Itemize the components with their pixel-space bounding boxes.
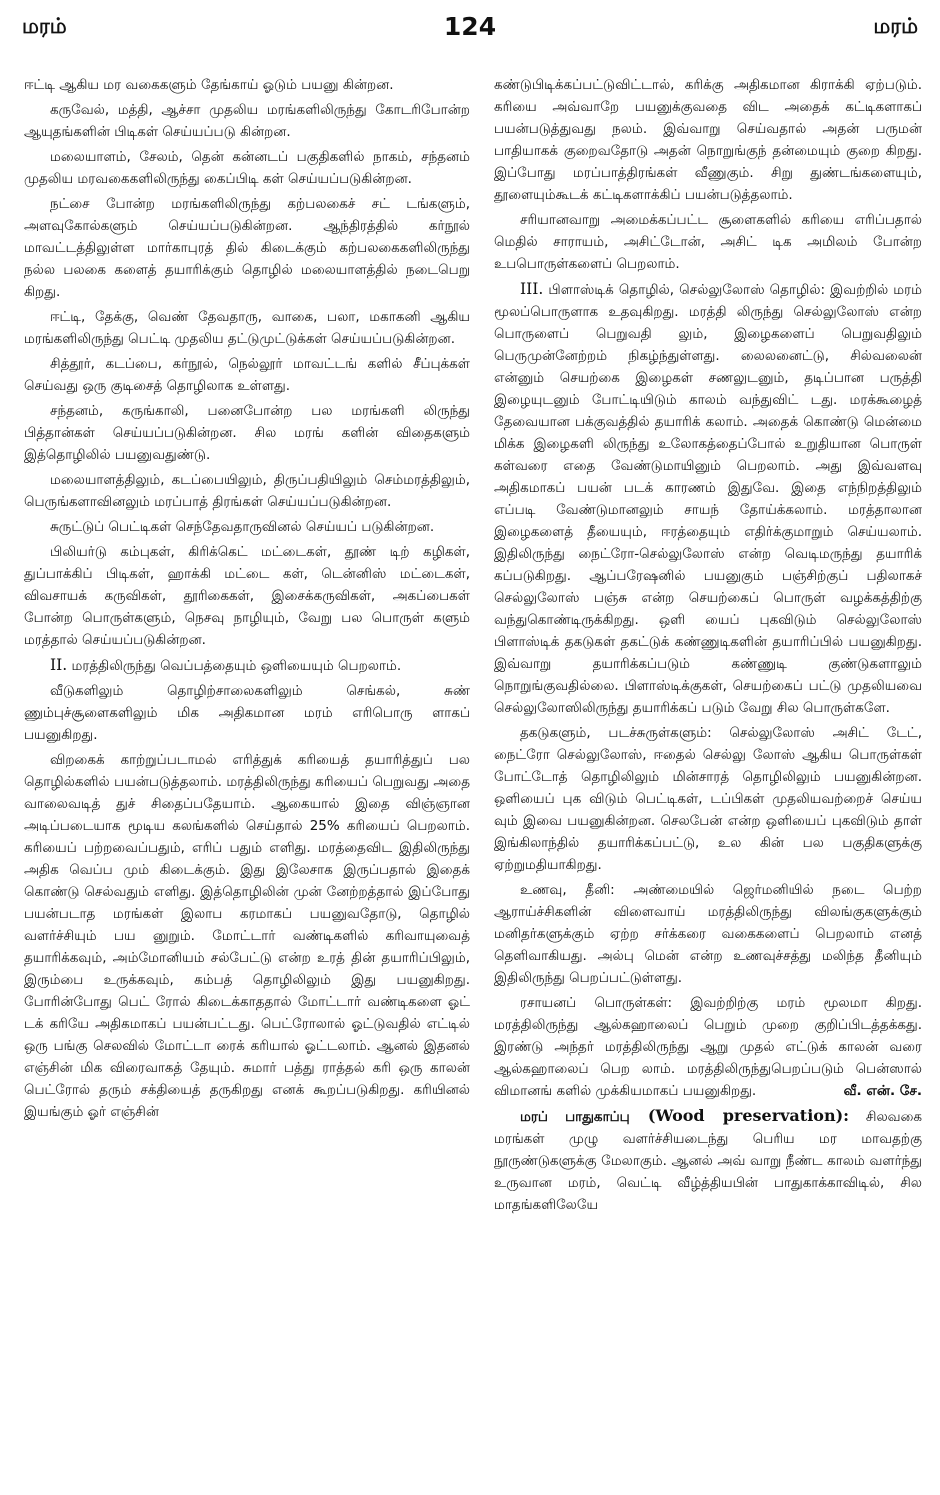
paragraph-text: சரியானவாறு அமைக்கப்பட்ட சூளைகளில் கரியை எரிப்பதால் மெதில் சாராயம், அசிட்டோன், அசிட் டிக அமிலம் போன்ற உபபொருள்களைப் பெறலாம். (494, 212, 922, 272)
entry-heading: மரப் பாதுகாப்பு (520, 1109, 630, 1125)
left-column (24, 74, 470, 1473)
paragraph-text: கண்டுபிடிக்கப்பட்டுவிட்டால், கரிக்கு அதிகமான கிராக்கி ஏற்படும். கரியை அவ்வாறே பயனுக்குவதை விட அதைக் கட்டிகளாகப் பயன்படுத்துவது நலம். இவ்வாறு செய்வதால் அதன் பருமன் பாதியாகக் குறைவதோடு அதன் நொறுங்குந் தன்மையும் குறை கிறது. இப்போது மரப்பாத்திரங்கள் வீணுகும். சிறு துண்டங்களையும், தூளையும்கூடக் கட்டிகளாக்கிப் பயன்படுத்தலாம். (494, 77, 922, 203)
page-header (22, 12, 918, 46)
paragraph (24, 353, 470, 397)
paragraph (24, 469, 470, 513)
paragraph-text: சுருட்டுப் பெட்டிகள் செந்தேவதாருவினல் செய்யப் படுகின்றன. (50, 519, 435, 535)
paragraph-text: சந்தனம், கருங்காலி, பனைபோன்ற பல மரங்களி லிருந்து பித்தான்கள் செய்யப்படுகின்றன. சில மரங் களின் விதைகளும் இத்தொழிலில் பயனுவதுண்டு. (24, 403, 470, 463)
paragraph-text: சிலவகை மரங்கள் முழு வளர்ச்சியடைந்து பெரிய மர மாவதற்கு நூருண்டுகளுக்கு மேலாகும். ஆனல் அவ் வாறு நீண்ட காலம் வளர்ந்து உருவான மரம், வெட்டி வீழ்த்தியபின் பாதுகாக்காவிடில், சில மாதங்களிலேயே (494, 1109, 922, 1213)
paragraph (24, 99, 470, 143)
paragraph (24, 680, 470, 746)
paragraph-text: மலையாளத்திலும், கடப்பையிலும், திருப்பதியிலும் செம்மரத்திலும், பெருங்களாவினலும் மரப்பாத் திரங்கள் செய்யப்படுகின்றன. (24, 472, 470, 510)
page-number: 124 (443, 12, 497, 41)
paragraph-text: கருவேல், மத்தி, ஆச்சா முதலிய மரங்களிலிருந்து கோடரிபோன்ற ஆயுதங்களின் பிடிகள் செய்யப்படு கின்றன. (24, 102, 470, 140)
paragraph-text: ஈட்டி ஆகிய மர வகைகளும் தேங்காய் ஓடும் பயனு கின்றன. (24, 77, 394, 93)
paragraph-text: பிளாஸ்டிக் தொழில், செல்லுலோஸ் தொழில்: இவற்றில் மரம் மூலப்பொருளாக உதவுகிறது. மரத்தி லிருந்து செல்லுலோஸ் என்ற பொருளைப் பெறுவதி லும், இழைகளைப் பெறுவதிலும் பெருமுன்னேற்றம் நிகழ்ந்துள்ளது. லைலனைட்டு, சில்வலைன் என்னும் செயற்கை இழைகள் சணலுடனும், தடிப்பான பருத்தி இழையுடனும் போட்டியிடும் காலம் வந்துவிட் டது. மரக்கூழைத் தேவையான பக்குவத்தில் தயாரிக் கலாம். அதைக் கொண்டு மென்மை மிக்க இழைகளி லிருந்து உலோகத்தைப்போல் உறுதியான பொருள் கள்வரை எதை வேண்டுமாயினும் பெறலாம். அது இவ்வளவு அதிகமாகப் பயன் படக் காரணம் இதுவே. இதை எந்நிறத்திலும் எப்படி வேண்டுமானலும் சாயந் தோய்க்கலாம். மரத்தாலான இழைகளைத் தீயையும், ஈரத்தையும் எதிர்க்குமாறும் செய்யலாம். இதிலிருந்து நைட்ரோ-செல்லுலோஸ் என்ற வெடிமருந்து தயாரிக் கப்படுகிறது. ஆப்பரேஷனில் பயனுகும் பஞ்சிற்குப் பதிலாகச் செல்லுலோஸ் பஞ்சு என்ற செயற்கைப் பொருள் வழக்கத்திற்கு வந்துகொண்டிருக்கிறது. ஒளி யைப் புகவிடும் செல்லுலோஸ் பிளாஸ்டிக் தகடுகள் தகட்டுக் கண்ணுடிகளின் தயாரிப்பில் பயனுகிறது. இவ்வாறு தயாரிக்கப்படும் கண்ணுடி குண்டுகளாலும் நொறுங்குவதில்லை. பிளாஸ்டிக்குகள், செயற்கைப் பட்டு முதலியவை செல்லுலோஸிலிருந்து தயாரிக்கப் படும் வேறு சில பொருள்களே. (494, 282, 922, 716)
running-head-right: மரம் (873, 14, 918, 38)
paragraph (24, 541, 470, 651)
author-signature: வீ. என். சே. (843, 1083, 922, 1099)
paragraph (494, 278, 922, 719)
paragraph (494, 722, 922, 876)
paragraph (24, 400, 470, 466)
paragraph-text: சித்தூர், கடப்பை, கர்நூல், நெல்லூர் மாவட்டங் களில் சீப்புக்கள் செய்வது ஒரு குடிசைத் தொழிலாக உள்ளது. (24, 356, 470, 394)
paragraph-text: மரத்திலிருந்து வெப்பத்தையும் ஒளியையும் பெறலாம். (67, 658, 402, 674)
paragraph (24, 193, 470, 303)
paragraph-text: வீடுகளிலும் தொழிற்சாலைகளிலும் செங்கல், சுண் ணும்புச்சூளைகளிலும் மிக அதிகமான மரம் எரிபொரு ளாகப் பயனுகிறது. (24, 683, 470, 743)
paragraph (494, 879, 922, 989)
paragraph (24, 516, 470, 538)
section-numeral: II. (50, 656, 68, 674)
paragraph (24, 146, 470, 190)
running-head-left: மரம் (22, 14, 67, 38)
paragraph-text: விறகைக் காற்றுப்படாமல் எரித்துக் கரியைத் தயாரித்துப் பல தொழில்களில் பயன்படுத்தலாம். மரத்திலிருந்து கரியைப் பெறுவது அதை வாலைவடித் துச் சிதைப்பதேயாம். ஆகையால் இதை விஞ்ஞான அடிப்படையாக மூடிய கலங்களில் செய்தால் 25% கரியைப் பெறலாம். கரியைப் பற்றவைப்பதும், எரிப் பதும் எளிது. மரத்தைவிட இதிலிருந்து அதிக வெப்ப மும் கிடைக்கும். இது இலேசாக இருப்பதால் இதைக் கொண்டு செல்வதும் எளிது. இத்தொழிலின் முன் னேற்றத்தால் இப்போது பயன்படாத மரங்கள் இலாப கரமாகப் பயனுவதோடு, தொழில் வளர்ச்சியும் பய னுறும். மோட்டார் வண்டிகளில் கரிவாயுவைத் தயாரிக்கவும், அம்மோனியம் சல்பேட்டு என்ற உரத் தின் தயாரிப்பிலும், இரும்பை உருக்கவும், கம்பத் தொழிலிலும் இது பயனுகிறது. போரின்போது பெட் ரோல் கிடைக்காததால் மோட்டார் வண்டிகளை ஓட் டக் கரியே அதிகமாகப் பயன்பட்டது. பெட்ரோலால் ஓட்டுவதில் எட்டில் ஒரு பங்கு செலவில் மோட்டா ரைக் கரியால் ஓட்டலாம். ஆனல் இதனல் எஞ்சின் மிக விரைவாகத் தேயும். சுமார் பத்து ராத்தல் கரி ஒரு காலன் பெட்ரோல் தரும் சக்தியைத் தருகிறது எனக் கூறப்படுகிறது. கரியினல் இயங்கும் ஓர் எஞ்சின் (24, 752, 470, 1120)
paragraph-text: தகடுகளும், படச்சுருள்களும்: செல்லுலோஸ் அசிட் டேட், நைட்ரோ செல்லுலோஸ், ஈதைல் செல்லு லோஸ் ஆகிய பொருள்கள் போட்டோத் தொழிலிலும் மின்சாரத் தொழிலிலும் பயனுகின்றன. ஒளியைப் புக விடும் பெட்டிகள், டப்பிகள் முதலியவற்றைச் செய்ய வும் இவை பயனுகின்றன. செலபேன் என்ற ஒளியைப் புகவிடும் தாள் இங்கிலாந்தில் தயாரிக்கப்பட்டு, உல கின் பல பகுதிகளுக்கு ஏற்றுமதியாகிறது. (494, 725, 922, 873)
section-numeral: III. (520, 280, 544, 298)
paragraph-text: நட்சை போன்ற மரங்களிலிருந்து கற்பலகைச் சட் டங்களும், அளவுகோல்களும் செய்யப்படுகின்றன. ஆந்திரத்தில் கர்நூல் மாவட்டத்திலுள்ள மார்காபுரத் தில் கிடைக்கும் கற்பலகைகளிலிருந்து நல்ல பலகை களைத் தயாரிக்கும் தொழில் மலையாளத்தில் நடைபெறு கிறது. (24, 196, 470, 300)
paragraph (24, 74, 470, 96)
paragraph (24, 306, 470, 350)
right-column (494, 74, 922, 1473)
paragraph-text: ரசாயனப் பொருள்கள்: இவற்றிற்கு மரம் மூலமா கிறது. மரத்திலிருந்து ஆல்கஹாலைப் பெறும் முறை குறிப்பிடத்தக்கது. இரண்டு அந்தர் மரத்திலிருந்து ஆறு முதல் எட்டுக் காலன் வரை ஆல்கஹாலைப் பெற லாம். மரத்திலிருந்துபெறப்படும் பென்ஸால் விமானங் களில் முக்கியமாகப் பயனுகிறது. (494, 995, 922, 1099)
paragraph (494, 74, 922, 206)
paragraph-text: மலையாளம், சேலம், தென் கன்னடப் பகுதிகளில் நாகம், சந்தனம் முதலிய மரவகைகளிலிருந்து கைப்பிடி கள் செய்யப்படுகின்றன. (24, 149, 470, 187)
paragraph (494, 1105, 922, 1216)
paragraph (494, 992, 922, 1102)
paragraph-text: ஈட்டி, தேக்கு, வெண் தேவதாரு, வாகை, பலா, மகாகனி ஆகிய மரங்களிலிருந்து பெட்டி முதலிய தட்டுமுட்டுக்கள் செய்யப்படுகின்றன. (24, 309, 470, 347)
paragraph (494, 209, 922, 275)
paragraph (24, 654, 470, 677)
paragraph (24, 749, 470, 1123)
paragraph-text: உணவு, தீனி: அண்மையில் ஜெர்மனியில் நடை பெற்ற ஆராய்ச்சிகளின் விளைவாய் மரத்திலிருந்து விலங்குகளுக்கும் மனிதர்களுக்கும் ஏற்ற சர்க்கரை வகைகளைப் பெறலாம் எனத் தெளிவாகியது. அல்பு மென் என்ற உணவுச்சத்து மலிந்த தீனியும் இதிலிருந்து பெறப்பட்டுள்ளது. (494, 882, 922, 986)
paragraph-text: பிலியர்டு கம்புகள், கிரிக்கெட் மட்டைகள், தூண் டிற் கழிகள், துப்பாக்கிப் பிடிகள், ஹாக்கி மட்டை கள், டென்னிஸ் மட்டைகள், விவசாயக் கருவிகள், தூரிகைகள், இசைக்கருவிகள், அகப்பைகள் போன்ற பொருள்களும், நெசவு நாழியும், வேறு பல பொருள் களும் மரத்தால் செய்யப்படுகின்றன. (24, 544, 470, 648)
entry-heading-english: (Wood preservation): (629, 1106, 850, 1125)
